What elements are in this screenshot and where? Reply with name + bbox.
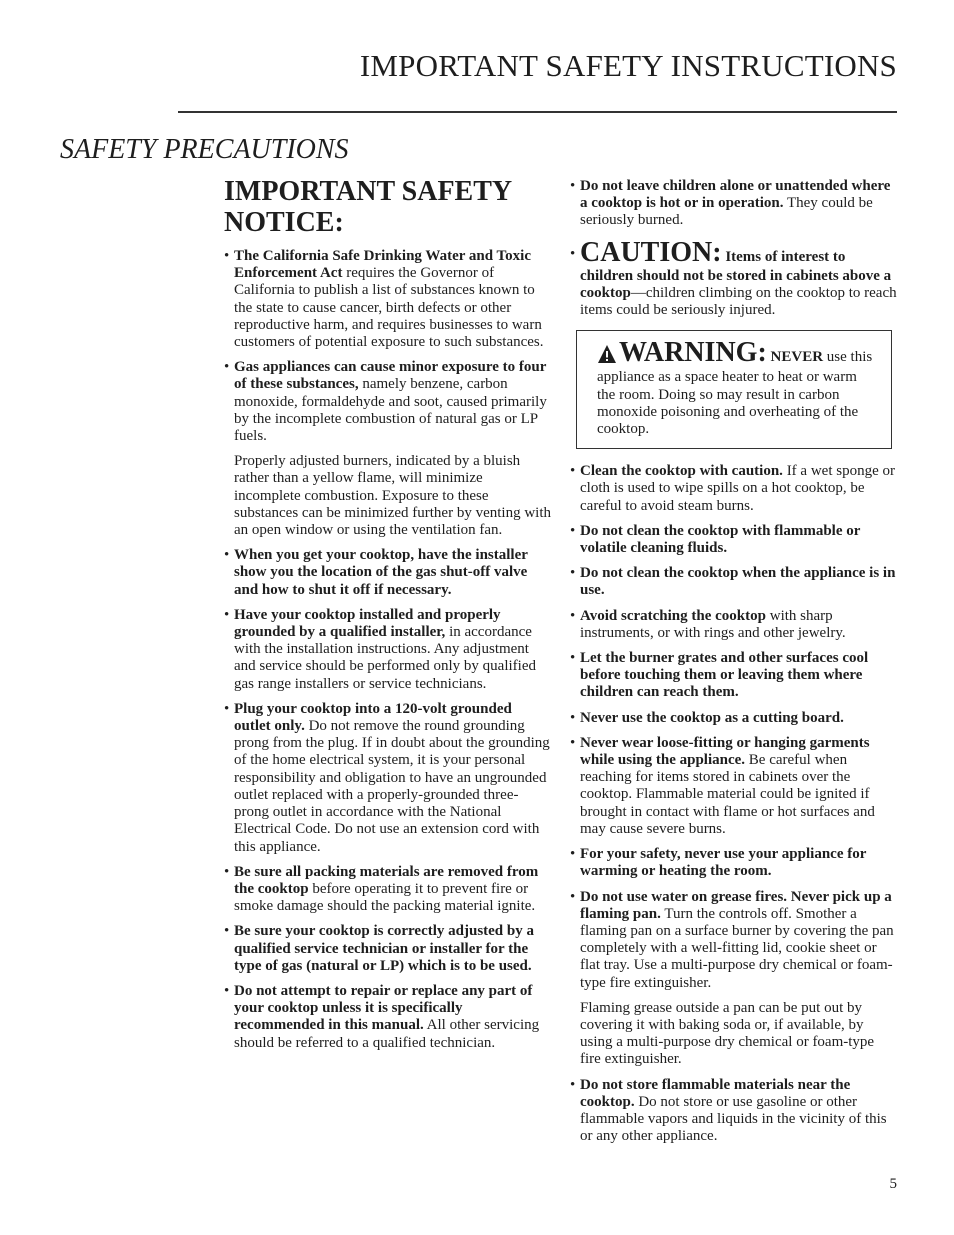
item-text: Turn the controls off. Smother a flaming pan on a surface burner by covering the pan completely with a well-fitting lid, cookie sheet or flat tray. Use a multi-purpose dry chemical or foam-type fire extinguisher. — [580, 905, 894, 991]
list-item: • Be sure your cooktop is correctly adjusted by a qualified service technician or installer for the type of gas (natural or LP) which is to be used. — [224, 923, 534, 974]
item-lead: Avoid scratching the cooktop — [580, 607, 766, 624]
item-lead: Never use the cooktop as a cutting board. — [580, 709, 844, 726]
list-item: • When you get your cooktop, have the installer show you the location of the gas shut-off valve and how to shut it off if necessary. — [224, 547, 528, 598]
list-item: • Have your cooktop installed and properly grounded by a qualified installer, in accordance with the installation instructions. Any adjustment and service should be performed only by qualified gas range installers or service technicians. — [224, 606, 536, 692]
item-text: Be careful when reaching for items stored in cabinets over the cooktop. Flammable material could be ignited if brought in contact with flame or hot surfaces and may cause severe burns. — [580, 752, 875, 837]
list-item: • For your safety, never use your appliance for warming or heating the room. — [570, 846, 867, 880]
grease-paragraph: Flaming grease outside a pan can be put out by covering it with baking soda or, if available, by using a multi-purpose dry chemical or foam-type fire extinguisher. — [580, 999, 875, 1068]
warning-triangle-icon — [597, 344, 617, 369]
item-text: If a wet sponge or cloth is used to wipe spills on a hot cooktop, be careful to avoid steam burns. — [580, 463, 895, 514]
item-lead: Be sure your cooktop is correctly adjusted by a qualified service technician or installer for the type of gas (natural or LP) which is to be used. — [234, 923, 534, 974]
list-item: • Do not clean the cooktop when the appliance is in use. — [570, 565, 896, 599]
item-text: requires the Governor of California to publish a list of substances known to the state to cause cancer, birth defects or other reproductive harm, and requires businesses to warn customers of potential exposure to such substances. — [234, 265, 544, 351]
item-lead: Gas appliances can cause minor exposure to four of these substances, — [234, 359, 547, 393]
list-item: • Clean the cooktop with caution. If a wet sponge or cloth is used to wipe spills on a hot cooktop, be careful to avoid steam burns. — [570, 463, 895, 514]
list-item: • Gas appliances can cause minor exposure to four of these substances, namely benzene, carbon monoxide, formaldehyde and soot, caused primarily by the incomplete combustion of natural gas or LP fuels. — [224, 359, 547, 445]
list-item: • Do not use water on grease fires. Never pick up a flaming pan. Turn the controls off. Smother a flaming pan on a surface burner by covering the pan completely with a well-fitting lid, cookie sheet or flat tray. Use a multi-purpose dry chemical or foam-type fire extinguisher. — [570, 888, 894, 991]
item-lead: Do not clean the cooktop when the appliance is in use. — [580, 565, 896, 599]
item-lead: Clean the cooktop with caution. — [580, 463, 783, 480]
warning-lead: NEVER — [766, 349, 824, 366]
burner-paragraph: Properly adjusted burners, indicated by a bluish rather than a yellow flame, will minimize incomplete combustion. Exposure to these substances can be minimized further by venting with an open window or using the ventilation fan. — [234, 453, 551, 539]
list-item: • Do not leave children alone or unattended where a cooktop is hot or in operation. They could be seriously burned. — [570, 178, 891, 229]
item-lead: Have your cooktop installed and properly grounded by a qualified installer, — [234, 606, 501, 641]
left-column — [224, 176, 552, 1060]
header-divider — [178, 111, 897, 113]
caution-label: CAUTION: — [580, 236, 722, 268]
item-lead: Let the burner grates and other surfaces cool before touching them or leaving them where children can reach them. — [580, 650, 869, 701]
list-item: • Let the burner grates and other surfaces cool before touching them or leaving them where children can reach them. — [570, 650, 869, 701]
item-text: with sharp instruments, or with rings and other jewelry. — [580, 607, 846, 641]
item-lead: Do not attempt to repair or replace any part of your cooktop unless it is specifically recommended in this manual. — [234, 982, 533, 1034]
page-number: 5 — [889, 1176, 897, 1192]
caution-lead: Items of interest to children should not be stored in cabinets above a cooktop — [580, 248, 892, 301]
warning-text: use this appliance as a space heater to heat or warm the room. Doing so may result in carbon monoxide poisoning and overheating of the cooktop. — [597, 349, 873, 438]
list-item: • Do not attempt to repair or replace any part of your cooktop unless it is specifically recommended in this manual. All other servicing should be referred to a qualified technician. — [224, 982, 540, 1051]
page-header-title: IMPORTANT SAFETY INSTRUCTIONS — [359, 48, 897, 83]
item-lead: Do not store flammable materials near the cooktop. — [580, 1076, 851, 1110]
list-item: • Never wear loose-fitting or hanging garments while using the appliance. Be careful when reaching for items stored in cabinets over the cooktop. Flammable material could be ignited if brought in contact with flame or hot surfaces and may cause severe burns. — [570, 734, 875, 837]
list-item: • Do not store flammable materials near the cooktop. Do not store or use gasoline or other flammable vapors and liquids in the vicinity of this or any other appliance. — [570, 1076, 887, 1145]
right-column — [570, 178, 898, 1153]
item-text: They could be seriously burned. — [580, 195, 873, 229]
warning-label: WARNING: — [619, 337, 767, 369]
item-lead: Never wear loose-fitting or hanging garments while using the appliance. — [580, 734, 870, 769]
item-text: All other servicing should be referred to a qualified technician. — [234, 1017, 540, 1051]
item-text: Do not store or use gasoline or other flammable vapors and liquids in the vicinity of this or any other appliance. — [580, 1093, 887, 1145]
list-item: • Plug your cooktop into a 120-volt grounded outlet only. Do not remove the round grounding prong from the plug. If in doubt about the grounding of the home electrical system, it is your personal responsibility and obligation to have an ungrounded outlet replaced with a properly-grounded three-prong outlet in accordance with the National Electrical Code. Do not use an extension cord with this appliance. — [224, 700, 550, 855]
item-lead: The California Safe Drinking Water and Toxic Enforcement Act — [234, 248, 531, 282]
item-lead: For your safety, never use your appliance for warming or heating the room. — [580, 846, 867, 880]
list-item: • The California Safe Drinking Water and Toxic Enforcement Act requires the Governor of California to publish a list of substances known to the state to cause cancer, birth defects or other reproductive harm, and requires businesses to warn customers of potential exposure to such substances. — [224, 248, 544, 351]
item-lead: Do not leave children alone or unattended where a cooktop is hot or in operation. — [580, 178, 891, 212]
item-text: before operating it to prevent fire or smoke damage should the packing material ignite. — [234, 880, 536, 915]
item-text: Do not remove the round grounding prong from the plug. If in doubt about the grounding of the home electrical system, it is your personal responsibility and obligation to have an ungrounded outlet replaced with a properly-grounded three-prong outlet in accordance with the National Electrical Code. Do not use an extension cord with this appliance. — [234, 718, 550, 855]
list-item: • Be sure all packing materials are removed from the cooktop before operating it to prevent fire or smoke damage should the packing material ignite. — [224, 863, 539, 915]
item-text: namely benzene, carbon monoxide, formaldehyde and soot, caused primarily by the incomplete combustion of natural gas or LP fuels. — [234, 376, 547, 445]
warning-box — [576, 330, 892, 449]
caution-item: • CAUTION: Items of interest to children should not be stored in cabinets above a cooktop—children climbing on the cooktop to reach items could be seriously injured. — [570, 236, 897, 319]
item-lead: Do not clean the cooktop with flammable or volatile cleaning fluids. — [580, 522, 861, 557]
section-title: SAFETY PRECAUTIONS — [60, 134, 349, 165]
caution-text: —children climbing on the cooktop to reach items could be seriously injured. — [580, 284, 897, 319]
item-lead: Be sure all packing materials are removed from the cooktop — [234, 863, 539, 897]
item-lead: Do not use water on grease fires. Never pick up a flaming pan. — [580, 888, 892, 922]
notice-heading: IMPORTANT SAFETY NOTICE: — [224, 176, 512, 238]
item-lead: Plug your cooktop into a 120-volt grounded outlet only. — [234, 700, 512, 735]
list-item: • Do not clean the cooktop with flammable or volatile cleaning fluids. — [570, 522, 861, 557]
item-lead: When you get your cooktop, have the installer show you the location of the gas shut-off valve and how to shut it off if necessary. — [234, 547, 528, 598]
item-text: in accordance with the installation instructions. Any adjustment and service should be performed only by qualified gas range installers or service technicians. — [234, 624, 536, 692]
list-item: • Never use the cooktop as a cutting board. — [570, 709, 844, 726]
list-item: • Avoid scratching the cooktop with sharp instruments, or with rings and other jewelry. — [570, 607, 846, 641]
